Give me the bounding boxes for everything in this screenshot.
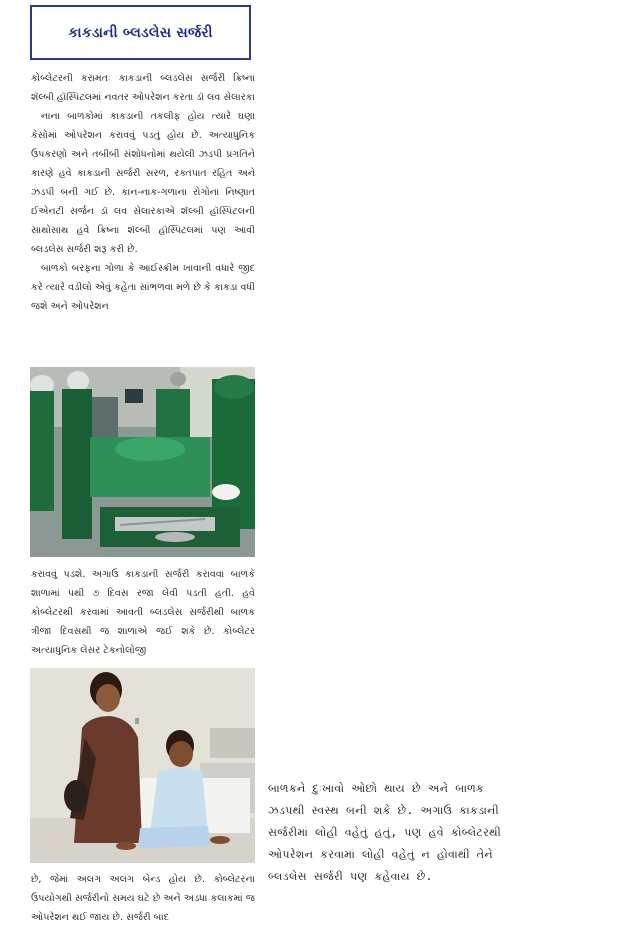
article-column-top xyxy=(31,69,255,359)
article-column-bottom xyxy=(31,870,255,936)
article-paragraph: કરાવવું પડશે. અગાઉ કાકડાની સર્જરી કરાવવા બાળકે શાળામાં પથી ૭ દિવસ રજા લેવી પડતી હતી. હવે કોબ્લેટરથી કરવામાં આવતી બ્લડલેસ સર્જરીથી બાળક ત્રીજા દિવસથી જ શાળાએ જઈ શકે છે. કોબ્લેટર અત્યાધુનિક લેસર ટેકનોલોજી xyxy=(31,569,255,656)
mother-and-child-photo xyxy=(30,668,255,863)
continuation-line: બાળકને દુઃખાવો ઓછો થાય છે અને બાળક xyxy=(268,782,485,795)
article-headline: કાકડાની બ્લડલેસ સર્જરી xyxy=(68,24,213,41)
continuation-line: બ્લડલેસ સર્જરી પણ કહેવાય છે. xyxy=(268,870,433,883)
operation-theatre-photo xyxy=(30,367,255,557)
continuation-line: સર્જરીમાં લોહી વહેતું હતું, પણ હવે કોબ્લેટરથી xyxy=(268,826,502,839)
article-intro: કોબ્લેટરની કરામતઃ કાકડાની બ્લડલેસ સર્જરી ક્રિષ્ના શૅલ્બી હૉસ્પિટલમાં નવતર ઓપરેશન કરતા ડૉ લવ સેલારકા xyxy=(31,73,255,103)
continuation-line: ઓપરેશન કરવામાં લોહી વહેતું ન હોવાથી તેને xyxy=(268,848,493,861)
headline-box xyxy=(30,5,251,60)
article-continuation xyxy=(268,778,578,888)
continuation-line: ઝડપથી સ્વસ્થ બની શકે છે. અગાઉ કાકડાની xyxy=(268,804,499,817)
article-paragraph: છે, જેમાં અલગ અલગ બેન્ડ હોય છે. કોબ્લેટરના ઉપયોગથી સર્જરીનો સમય ઘટે છે અને અડધા કલાકમાં જ ઓપરેશન થઈ જાય છે. સર્જરી બાદ xyxy=(31,874,255,923)
article-paragraph: બાળકો બરફના ગોળા કે આઈસ્ક્રીમ ખાવાની વધારે જીદ કરે ત્યારે વડીલો એવું કહેતા સાંભળવા મળે છે કે કાકડા વધી જશે અને ઓપરેશન xyxy=(31,263,255,312)
article-column-middle xyxy=(31,565,255,660)
article-paragraph: નાના બાળકોમાં કાકડાની તકલીફ હોય ત્યારે ઘણા કેસોમાં ઓપરેશન કરાવવું પડતું હોય છે. અત્યાધુનિક ઉપકરણો અને તબીબી સંશોધનોમાં થયેલી ઝડપી પ્રગતિને કારણે હવે કાકડાની સર્જરી સરળ, રક્તપાત રહિત અને ઝડપી બની ગઈ છે. કાન-નાક-ગળાના રોગોના નિષ્ણાત ઈએનટી સર્જન ડૉ લવ સેલારકાએ શૅલ્બી હૉસ્પિટલની સાથોસાથ હવે ક્રિષ્ના શૅલ્બી હૉસ્પિટલમાં પણ આવી બ્લડલેસ સર્જરી શરૂ કરી છે. xyxy=(31,111,255,255)
